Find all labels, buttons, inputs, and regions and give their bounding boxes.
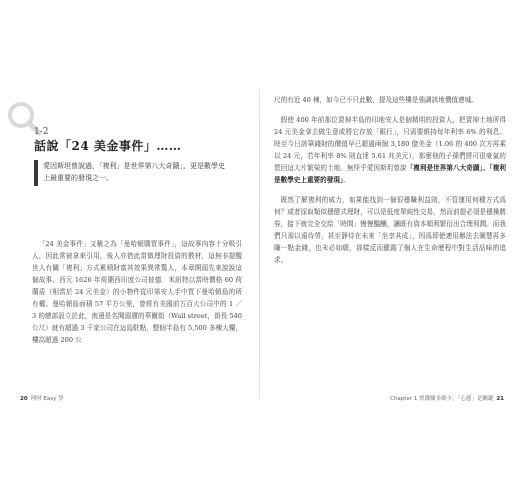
left-paragraph: 「24 美金事件」又稱之為「曼哈頓購買事件」，這故事內容十分吸引人，因此常被拿來引用，後人亦借此當做理財投資的教材，這無非提醒世人有關「複利」方式累積財富其效果異常驚人，本章開頭先來說說這個故事。西元 1626 年荷蘭西印度公司彼德．米紐特以當時價格 60 荷蘭盾（相當於 24 元美金）的小物件從印第安人手中買下曼哈頓島的所有權。曼哈頓島面積 57 平方公里，曾經有美國前五百大公司中的 1 ／ 3 的總部設立於此，南邊是名聞遐邇的華爾街（Wall street，街長 540 公尺）就有超過 3 千家公司在這島駐點，整個半島有 5,500 多棟大樓，樓高超過 200 公 bbox=[32, 240, 242, 344]
right-page bbox=[274, 88, 504, 400]
quote-bar bbox=[34, 160, 38, 186]
right-footer-label: Chapter 1 實踐賺多略少，「心態」是關鍵 bbox=[390, 396, 494, 402]
left-footer bbox=[20, 394, 64, 402]
para2-end: 。 bbox=[343, 176, 350, 184]
right-footer bbox=[390, 394, 504, 402]
left-page-number: 20 bbox=[20, 396, 28, 402]
pull-quote: 愛因斯坦曾說過，「複利」是世界第八大奇蹟」，更是數學史上最重要的發現之一。 bbox=[43, 162, 225, 182]
book-gutter bbox=[259, 88, 260, 400]
left-footer-label: 理財 Easy 學 bbox=[30, 396, 64, 402]
right-paragraph-2 bbox=[274, 114, 506, 186]
right-paragraph-1: 尺的有近 40 棟，如今已不只此數，提及這些樓是強調該地價值連城。 bbox=[274, 96, 478, 104]
left-body bbox=[32, 238, 242, 346]
para2-text: 假使 400 年前那位賣掉半島的印地安人是個精明的投資人，把賣掉土地所得 24 元美金拿去做生意或將它存放「銀行」，只需要維持每年利率 6% 的利息。時至今日該筆錢財的價值早已超過兩個 3,180 億美金（1.06 的 400 次方再乘以 24 元，若年利率 8% 則直達 5.61 兆美元），那麼他的子孫們將可很豪氣的買回這大片繁榮的土地。無怪乎愛因斯坦曾說 bbox=[274, 116, 506, 172]
right-paragraph-3: 既然了解複利的威力，如果能找到一個很穩賺利益則，不管運用何種方式爲何？或者採取類似穩健式理財，可以是低度單純性交易，然而前提必須是穩操勝券，接下就完全交給「時間」慢慢醞釀，讓既有資本順利繁衍出合理利潤。而我們只需以遠待勞，甚至靜待在未來「坐享其成」，因爲即使連用辦法去圖慧再多賺一點金錢，也未必如願，那樣反而顯露了個人在生命歷程中對生活品味的追求。 bbox=[274, 196, 506, 264]
para2-emphasis: 「複利是世界第八大奇蹟」、「複利是數學史上重要的發現」 bbox=[274, 164, 506, 184]
right-body bbox=[274, 94, 506, 266]
left-page bbox=[16, 88, 246, 400]
section-number: 1-2 bbox=[34, 127, 49, 137]
right-page-number: 21 bbox=[496, 396, 504, 402]
section-title: 話說「24 美金事件」…… bbox=[34, 139, 182, 153]
